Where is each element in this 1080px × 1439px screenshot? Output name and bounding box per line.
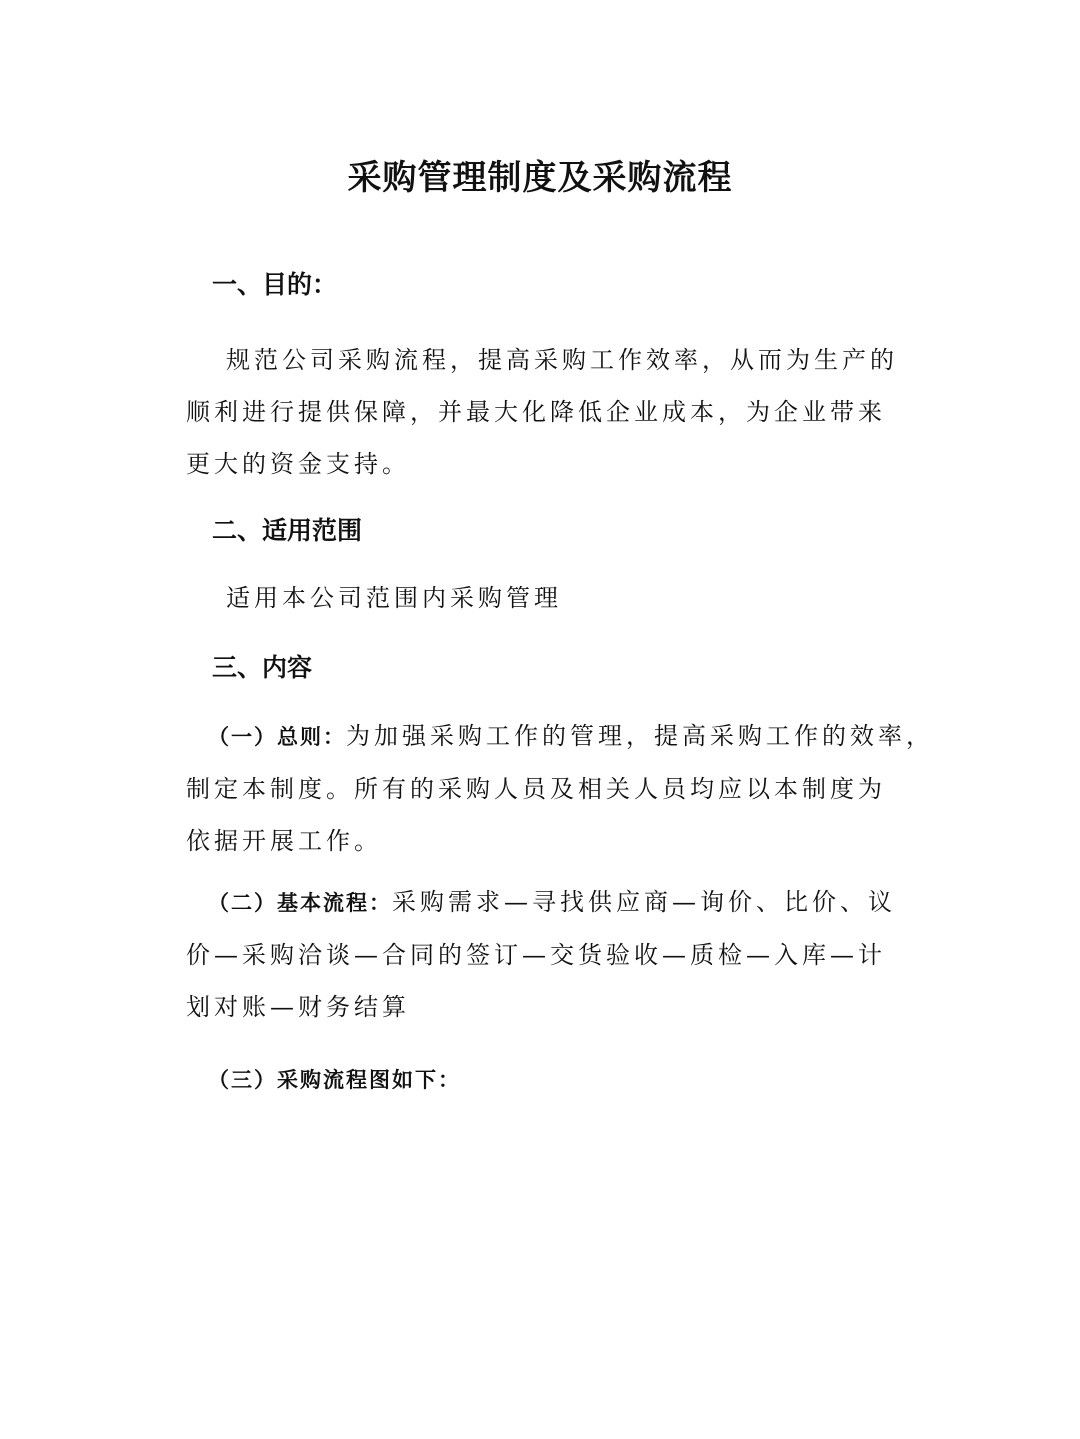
basic-flow-label: （二）基本流程： — [208, 890, 392, 915]
paragraph-line: 顺利进行提供保障，并最大化降低企业成本，为企业带来 — [186, 398, 886, 426]
paragraph-line: 为加强采购工作的管理，提高采购工作的效率， — [346, 722, 934, 750]
basic-flow-paragraph — [186, 876, 906, 1033]
purpose-paragraph — [186, 334, 906, 490]
section-heading-scope: 二、适用范围 — [212, 516, 363, 545]
paragraph-line: 划对账—财务结算 — [186, 993, 410, 1021]
general-rules-label: （一）总则： — [208, 724, 346, 749]
paragraph-line: 适用本公司范围内采购管理 — [226, 584, 562, 612]
section-heading-purpose: 一、目的： — [212, 270, 338, 299]
paragraph-line: 规范公司采购流程，提高采购工作效率，从而为生产的 — [226, 346, 898, 374]
flowchart-heading: （三）采购流程图如下： — [208, 1067, 461, 1092]
paragraph-line: 制定本制度。所有的采购人员及相关人员均应以本制度为 — [186, 775, 886, 803]
section-heading-content: 三、内容 — [212, 653, 313, 682]
paragraph-line: 依据开展工作。 — [186, 827, 382, 855]
scope-paragraph — [186, 572, 906, 624]
paragraph-line: 价—采购洽谈—合同的签订—交货验收—质检—入库—计 — [186, 941, 886, 969]
paragraph-line: 更大的资金支持。 — [186, 450, 410, 478]
paragraph-line: 采购需求—寻找供应商—询价、比价、议 — [392, 888, 896, 916]
document-title: 采购管理制度及采购流程 — [347, 158, 733, 198]
general-rules-paragraph — [186, 710, 934, 867]
